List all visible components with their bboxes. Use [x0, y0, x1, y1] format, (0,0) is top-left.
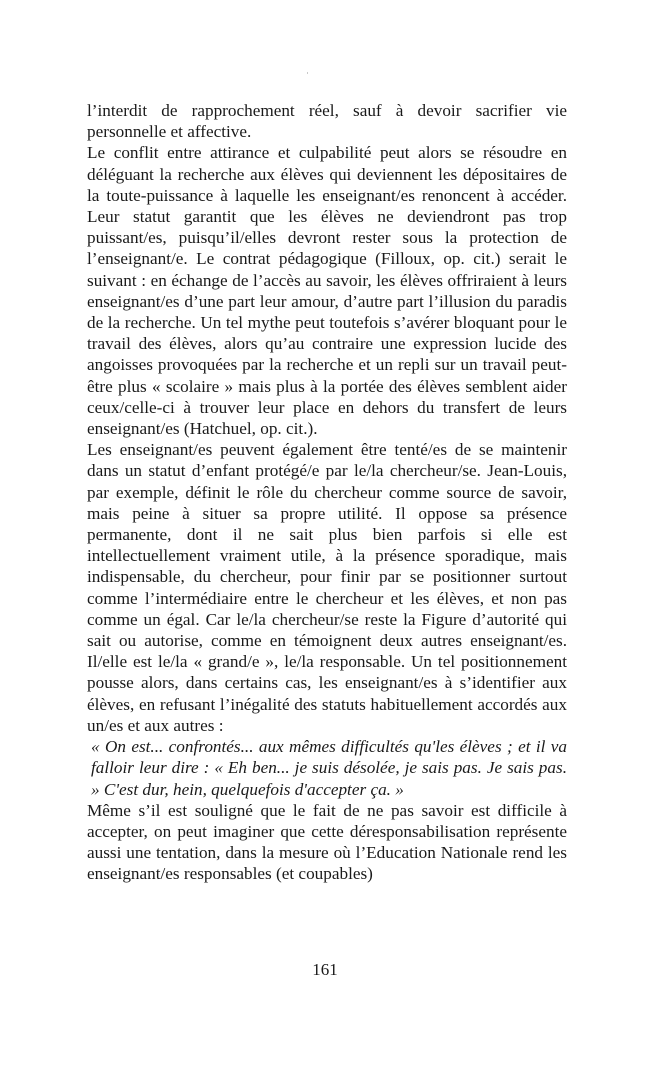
page-body [87, 100, 567, 885]
page-number: 161 [312, 960, 338, 979]
scan-speck [307, 72, 308, 74]
paragraph-4: Même s’il est souligné que le fait de ne pas savoir est difficile à accepter, on peut imaginer que cette déresponsabilisation représente aussi une tentation, dans la mesure où l’Education Nationale rend les enseignant/es responsables (et coupables) [87, 800, 567, 884]
paragraph-2: Le conflit entre attirance et culpabilité peut alors se résoudre en déléguant la recherche aux élèves qui deviennent les dépositaires de la toute-puissance à laquelle les enseignant/es renoncent à accéder. Leur statut garantit que les élèves ne deviendront pas trop puissant/es, puisqu’il/elles devront rester sous la protection de l’enseignant/e. Le contrat pédagogique (Filloux, op. cit.) serait le suivant : en échange de l’accès au savoir, les élèves offriraient à leurs enseignant/es d’une part leur amour, d’autre part l’illusion du paradis de la recherche. Un tel mythe peut toutefois s’avérer bloquant pour le travail des élèves, alors qu’au contraire une expression lucide des angoisses provoquées par la recherche et un repli sur un travail peut-être plus « scolaire » mais plus à la portée des élèves semblent aider ceux/celle-ci à trouver leur place en dehors du transfert de leurs enseignant/es (Hatchuel, op. cit.). [87, 143, 567, 439]
interview-quote: « On est... confrontés... aux mêmes difficultés qu'les élèves ; et il va falloir leur dire : « Eh ben... je suis désolée, je sais pas. Je sais pas. » C'est dur, hein, quelquefois d'accepter ça. » [91, 737, 567, 799]
paragraph-3: Les enseignant/es peuvent également être tenté/es de se maintenir dans un statut d’enfant protégé/e par le/la chercheur/se. Jean-Louis, par exemple, définit le rôle du chercheur comme source de savoir, mais peine à situer sa propre utilité. Il oppose sa présence permanente, dont il ne sait plus bien parfois si elle est intellectuellement vraiment utile, à la présence sporadique, mais indispensable, du chercheur, pour finir par se positionner surtout comme l’intermédiaire entre le chercheur et les élèves, et non pas comme un égal. Car le/la chercheur/se reste la Figure d’autorité qui sait ou autorise, comme en témoignent deux autres enseignant/es. Il/elle est le/la « grand/e », le/la responsable. Un tel positionnement pousse alors, dans certains cas, les enseignant/es à s’identifier aux élèves, en refusant l’inégalité des statuts habituellement accordés aux un/es et aux autres : [87, 440, 567, 735]
paragraph-1: l’interdit de rapprochement réel, sauf à devoir sacrifier vie personnelle et affective. [87, 101, 567, 142]
